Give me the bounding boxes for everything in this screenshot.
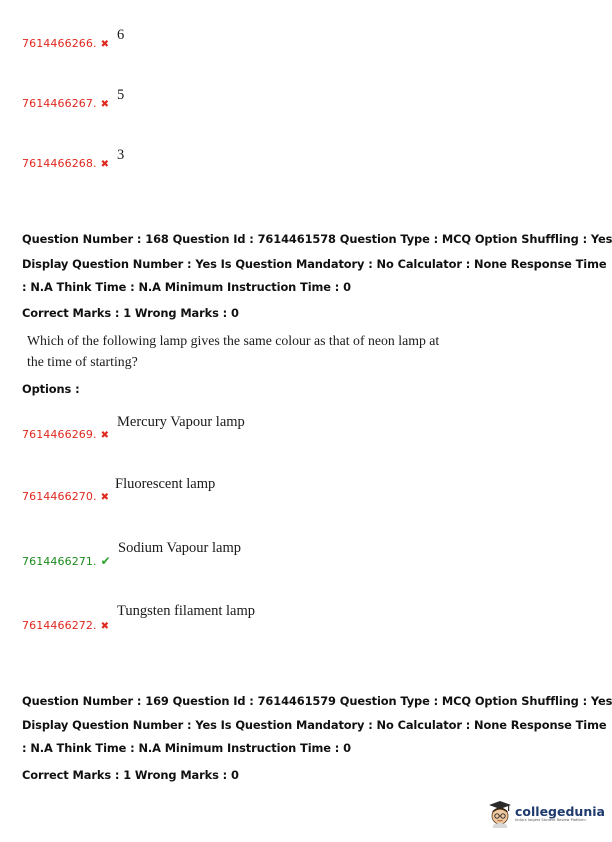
option-id: 7614466267. [22,97,97,110]
question-marks: Correct Marks : 1 Wrong Marks : 0 [22,306,239,320]
option-text: Sodium Vapour lamp [118,540,241,556]
logo-tagline: India's largest Student Review Platform [515,818,586,822]
check-mark-icon: ✔ [100,554,111,568]
option-row [22,152,109,171]
cross-mark-icon: ✖ [100,492,109,503]
question-text-line: the time of starting? [27,354,138,369]
cross-mark-icon: ✖ [100,39,109,50]
cross-mark-icon: ✖ [100,621,109,632]
options-label: Options : [22,382,80,396]
question-text [27,330,439,372]
option-id: 7614466269. [22,428,97,441]
logo-text-block [515,805,605,823]
option-text: Tungsten filament lamp [117,603,256,619]
student-avatar-icon [488,800,512,828]
option-id: 7614466266. [22,37,97,50]
option-id: 7614466268. [22,157,97,170]
question-meta-line: Display Question Number : Yes Is Question Mandatory : No Calculator : None Response Time [22,257,607,271]
option-id: 7614466270. [22,490,97,503]
option-text: Mercury Vapour lamp [117,414,245,430]
option-text: 3 [117,147,125,163]
option-text: 5 [117,87,125,103]
question-text-line: Which of the following lamp gives the same colour as that of neon lamp at [27,333,440,348]
question-meta-line: Question Number : 168 Question Id : 7614461578 Question Type : MCQ Option Shuffling : Yes [22,232,612,246]
option-row [22,32,109,51]
option-row-correct [22,550,111,569]
option-text: Fluorescent lamp [115,476,216,492]
question-meta-line: Display Question Number : Yes Is Question Mandatory : No Calculator : None Response Time [22,718,607,732]
question-meta-line: Question Number : 169 Question Id : 7614461579 Question Type : MCQ Option Shuffling : Yes [22,694,612,708]
option-row [22,614,109,633]
option-id: 7614466271. [22,555,97,568]
cross-mark-icon: ✖ [100,430,109,441]
question-marks: Correct Marks : 1 Wrong Marks : 0 [22,768,239,782]
option-row [22,92,109,111]
option-text: 6 [117,27,125,43]
cross-mark-icon: ✖ [100,99,109,110]
cross-mark-icon: ✖ [100,159,109,170]
question-meta-line: : N.A Think Time : N.A Minimum Instruction Time : 0 [22,280,351,294]
logo-name: collegedunia [515,804,605,819]
option-row [22,485,109,504]
collegedunia-logo [488,800,605,828]
question-meta-line: : N.A Think Time : N.A Minimum Instruction Time : 0 [22,741,351,755]
option-row [22,423,109,442]
option-id: 7614466272. [22,619,97,632]
